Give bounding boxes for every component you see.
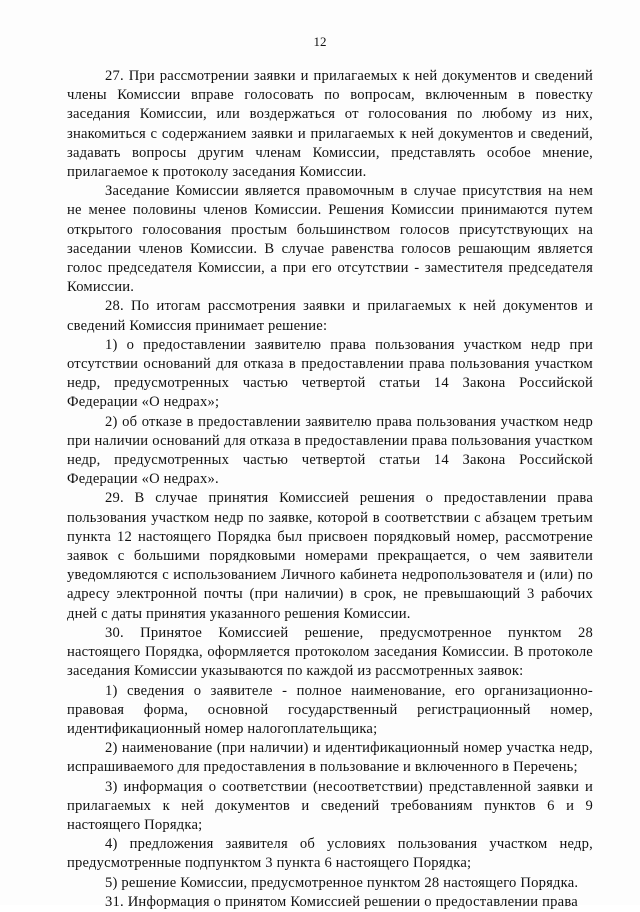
paragraph-31: 31. Информация о принятом Комиссией решении о предоставлении права <box>105 893 578 910</box>
paragraph-30-item-4: 4) предложения заявителя об условиях пользования участком недр, предусмотренные подпунктом 3 пункта 6 настоящего Порядка; <box>67 836 593 872</box>
paragraph-28-item-2: 2) об отказе в предоставлении заявителю права пользования участком недр при наличии оснований для отказа в предоставлении права пользования участком недр, предусмотренных частью четвертой статьи 14 Закона Российской Федерации «О недрах». <box>67 413 593 488</box>
paragraph-30-item-2: 2) наименование (при наличии) и идентификационный номер участка недр, испрашиваемого для предоставления в пользование и включенного в Перечень; <box>67 740 593 776</box>
paragraph-30: 30. Принятое Комиссией решение, предусмотренное пунктом 28 настоящего Порядка, оформляется протоколом заседания Комиссии. В протоколе заседания Комиссии указываются по каждой из рассмотренных заявок: <box>67 624 593 680</box>
paragraph-28: 28. По итогам рассмотрения заявки и прилагаемых к ней документов и сведений Комиссия принимает решение: <box>67 298 593 334</box>
paragraph-30-item-3: 3) информация о соответствии (несоответствии) представленной заявки и прилагаемых к ней документов и сведений требованиям пунктов 6 и 9 настоящего Порядка; <box>67 778 593 833</box>
page-number: 12 <box>313 34 327 49</box>
paragraph-30-item-1: 1) сведения о заявителе - полное наименование, его организационно-правовая форма, основной государственный регистрационный номер, идентификационный номер налогоплательщика; <box>67 682 593 737</box>
paragraph-28-item-1: 1) о предоставлении заявителю права пользования участком недр при отсутствии оснований для отказа в предоставлении права пользования участком недр, предусмотренных частью четвертой статьи 14 Закона Российской Федерации «О недрах»; <box>67 336 593 411</box>
document-body <box>67 67 593 912</box>
paragraph-27: 27. При рассмотрении заявки и прилагаемых к ней документов и сведений члены Комиссии вправе голосовать по вопросам, включенным в повестку заседания Комиссии, или воздержаться от голосования по любому из них, знакомиться с содержанием заявки и прилагаемых к ней документов и сведений, задавать вопросы другим членам Комиссии, представлять особое мнение, прилагаемое к протоколу заседания Комиссии. <box>67 68 593 181</box>
paragraph-29: 29. В случае принятия Комиссией решения о предоставлении права пользования участком недр по заявке, которой в соответствии с абзацем третьим пункта 12 настоящего Порядка был присвоен порядковый номер, рассмотрение заявок с большими порядковыми номерами прекращается, о чем заявители уведомляются с использованием Личного кабинета недропользователя и (или) по адресу электронной почты (при наличии) в срок, не превышающий 3 рабочих дней с даты принятия указанного решения Комиссии. <box>67 490 593 622</box>
paragraph-30-item-5: 5) решение Комиссии, предусмотренное пунктом 28 настоящего Порядка. <box>105 874 579 891</box>
paragraph-27-quorum: Заседание Комиссии является правомочным в случае присутствия на нем не менее половины членов Комиссии. Решения Комиссии принимаются путем открытого голосования простым большинством голосов присутствующих на заседании членов Комиссии. В случае равенства голосов решающим является голос председателя Комиссии, а при его отсутствии - заместителя председателя Комиссии. <box>67 183 593 296</box>
